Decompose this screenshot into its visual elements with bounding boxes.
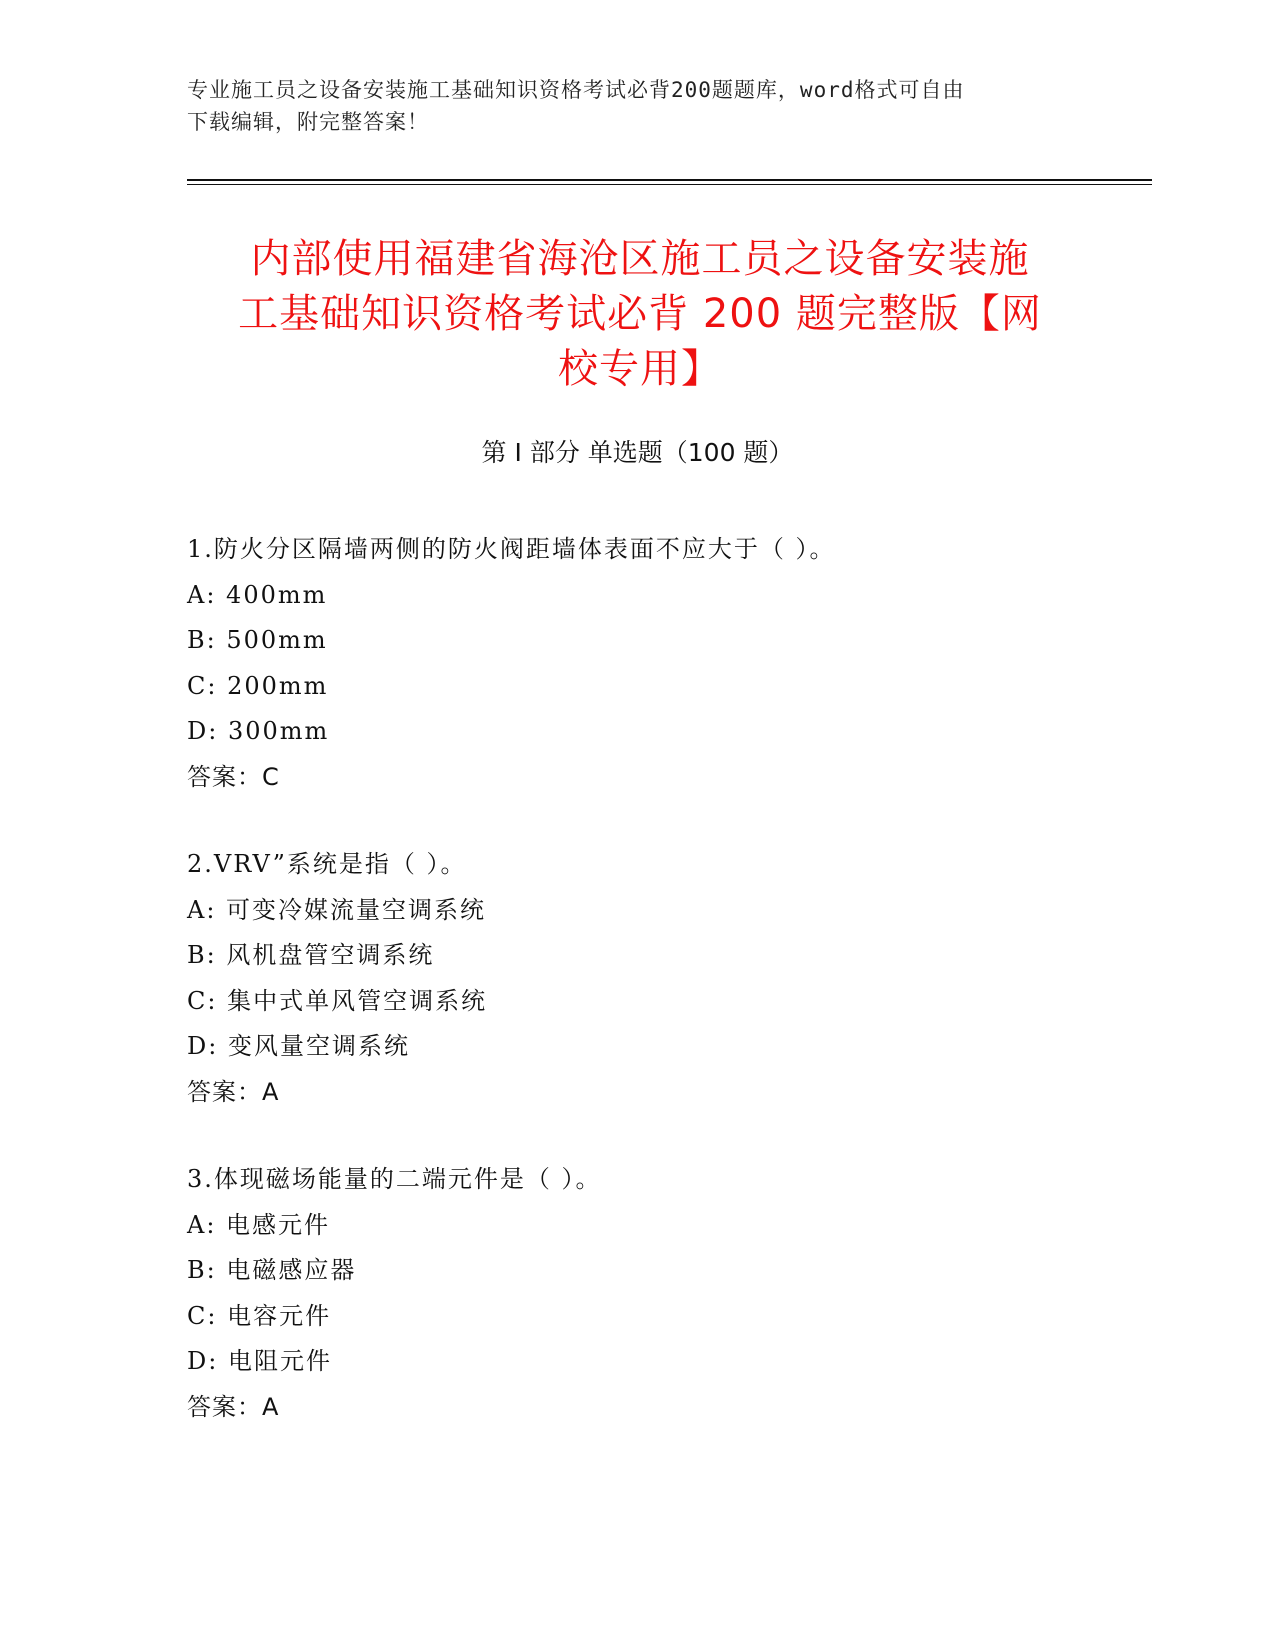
header-note-line-2: 下载编辑，附完整答案！	[187, 110, 429, 134]
option-a: A: 电感元件	[187, 1210, 331, 1239]
option-b: B: 风机盘管空调系统	[187, 941, 435, 969]
question-stem: 1.防火分区隔墙两侧的防火阀距墙体表面不应大于（ ）。	[187, 535, 836, 563]
title-line-1: 内部使用福建省海沧区施工员之设备安装施	[250, 236, 1030, 282]
option-b: B: 电磁感应器	[187, 1256, 357, 1284]
option-a: A: 400mm	[187, 580, 328, 609]
option-d: D: 电阻元件	[187, 1347, 332, 1375]
option-c: C: 电容元件	[187, 1301, 332, 1330]
option-c: C: 集中式单风管空调系统	[187, 986, 488, 1015]
answer-line: 答案：C	[187, 762, 280, 791]
option-c: C: 200mm	[187, 671, 329, 700]
answer-line: 答案：A	[187, 1077, 280, 1106]
option-d: D: 300mm	[187, 717, 330, 745]
question-stem: 2.VRV”系统是指（ ）。	[187, 850, 467, 878]
question-2	[187, 842, 1147, 1115]
question-3	[187, 1157, 1147, 1430]
question-stem: 3.体现磁场能量的二端元件是（ ）。	[187, 1165, 602, 1193]
option-d: D: 变风量空调系统	[187, 1032, 410, 1060]
option-a: A: 可变冷媒流量空调系统	[187, 895, 487, 924]
title-line-3: 校专用】	[558, 346, 722, 392]
question-list	[187, 527, 1147, 1472]
option-b: B: 500mm	[187, 626, 328, 654]
question-1	[187, 527, 1147, 800]
title-line-2: 工基础知识资格考试必背 200 题完整版【网	[238, 291, 1042, 337]
document-title	[180, 232, 1100, 397]
section-heading: 第 I 部分 单选题（100 题）	[481, 438, 794, 467]
header-rule-thin	[187, 184, 1152, 185]
header-rule-thick	[187, 179, 1152, 181]
answer-line: 答案：A	[187, 1392, 280, 1421]
header-note	[187, 74, 1087, 138]
header-note-line-1: 专业施工员之设备安装施工基础知识资格考试必背200题题库，word格式可自由	[187, 78, 965, 102]
